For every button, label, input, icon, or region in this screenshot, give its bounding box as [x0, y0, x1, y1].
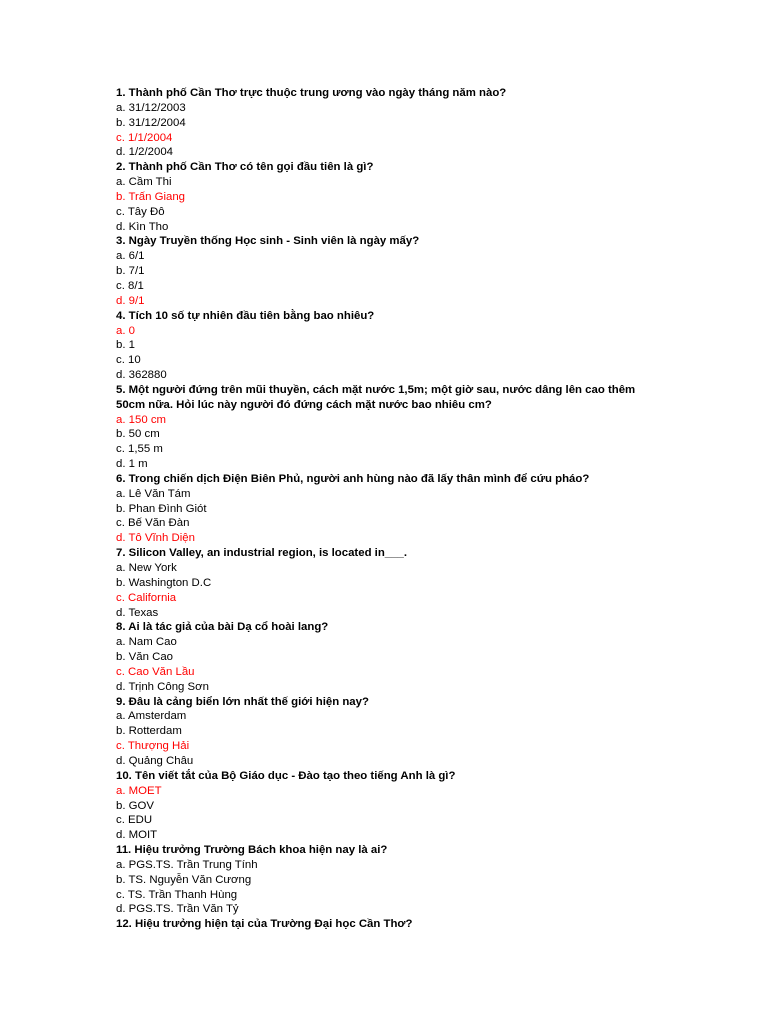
correct-answer-option: c. California	[116, 591, 177, 604]
answer-option: c. Bế Văn Đàn	[116, 517, 190, 530]
answer-option: b. Washington D.C	[116, 576, 212, 589]
answer-option: b. 50 cm	[116, 428, 160, 441]
answer-option: c. 8/1	[116, 279, 144, 292]
quiz-document	[116, 86, 652, 932]
answer-option: a. Cầm Thi	[116, 176, 172, 189]
question-block	[116, 234, 652, 308]
answer-option: b. Rotterdam	[116, 725, 182, 738]
answer-option: d. Kìn Tho	[116, 220, 169, 233]
correct-answer-option: a. MOET	[116, 784, 162, 797]
answer-option: d. 1 m	[116, 458, 148, 471]
question-text: 12. Hiệu trưởng hiện tại của Trường Đại học Cần Thơ?	[116, 918, 413, 931]
answer-option: b. 31/12/2004	[116, 116, 186, 129]
answer-option: b. Phan Đình Giót	[116, 502, 207, 515]
answer-option: b. Văn Cao	[116, 651, 173, 664]
correct-answer-option: b. Trấn Giang	[116, 190, 186, 203]
question-text: 2. Thành phố Cần Thơ có tên gọi đầu tiên là gì?	[116, 161, 374, 174]
question-block	[116, 309, 652, 383]
answer-option: a. New York	[116, 562, 177, 574]
correct-answer-option: c. Cao Văn Lầu	[116, 665, 195, 678]
question-text: 11. Hiệu trưởng Trường Bách khoa hiện nay là ai?	[116, 844, 388, 857]
answer-option: a. Amsterdam	[116, 710, 187, 723]
answer-option: c. 10	[116, 354, 141, 367]
answer-option: c. Tây Đô	[116, 205, 165, 218]
question-block	[116, 383, 652, 472]
question-block	[116, 917, 652, 932]
answer-option: b. TS. Nguyễn Văn Cương	[116, 873, 252, 886]
question-block	[116, 86, 652, 160]
answer-option: a. Nam Cao	[116, 636, 177, 649]
question-block	[116, 695, 652, 769]
question-block	[116, 843, 652, 917]
correct-answer-option: c. Thượng Hải	[116, 740, 190, 753]
answer-option: d. PGS.TS. Trần Văn Tỷ	[116, 903, 239, 916]
correct-answer-option: c. 1/1/2004	[116, 131, 173, 144]
question-block	[116, 160, 652, 234]
question-block	[116, 620, 652, 694]
answer-option: a. 31/12/2003	[116, 101, 186, 114]
answer-option: d. Trịnh Công Sơn	[116, 680, 209, 693]
answer-option: c. 1,55 m	[116, 443, 163, 456]
question-block	[116, 546, 652, 620]
answer-option: d. MOIT	[116, 829, 158, 842]
answer-option: d. Texas	[116, 606, 159, 619]
correct-answer-option: a. 0	[116, 324, 135, 337]
question-block	[116, 769, 652, 843]
question-block	[116, 472, 652, 546]
answer-option: a. Lê Văn Tám	[116, 487, 191, 500]
answer-option: b. GOV	[116, 799, 154, 812]
correct-answer-option: d. 9/1	[116, 294, 145, 307]
answer-option: b. 7/1	[116, 265, 145, 278]
answer-option: d. 362880	[116, 369, 167, 382]
question-text: 9. Đâu là cảng biển lớn nhất thế giới hiện nay?	[116, 695, 369, 708]
answer-option: d. Quảng Châu	[116, 754, 194, 767]
answer-option: a. 6/1	[116, 250, 145, 263]
question-text: 3. Ngày Truyền thống Học sinh - Sinh viên là ngày mấy?	[116, 235, 420, 248]
question-text: 5. Một người đứng trên mũi thuyền, cách mặt nước 1,5m; một giờ sau, nước dâng lên cao thêm 50cm nữa. Hỏi lúc này người đó đứng cách mặt nước bao nhiêu cm?	[116, 383, 636, 411]
question-text: 1. Thành phố Cần Thơ trực thuộc trung ương vào ngày tháng năm nào?	[116, 87, 507, 99]
question-text: 4. Tích 10 số tự nhiên đầu tiên bằng bao nhiêu?	[116, 309, 375, 322]
question-text: 10. Tên viết tắt của Bộ Giáo dục - Đào tạo theo tiếng Anh là gì?	[116, 769, 456, 782]
answer-option: c. EDU	[116, 814, 153, 827]
question-text: 8. Ai là tác giả của bài Dạ cổ hoài lang?	[116, 621, 329, 634]
answer-option: a. PGS.TS. Trần Trung Tính	[116, 858, 258, 871]
correct-answer-option: a. 150 cm	[116, 413, 167, 426]
answer-option: b. 1	[116, 339, 135, 352]
correct-answer-option: d. Tô Vĩnh Diện	[116, 532, 195, 545]
answer-option: d. 1/2/2004	[116, 146, 174, 159]
question-text: 7. Silicon Valley, an industrial region, is located in___.	[116, 547, 407, 560]
answer-option: c. TS. Trần Thanh Hùng	[116, 888, 238, 901]
question-text: 6. Trong chiến dịch Điện Biên Phủ, người anh hùng nào đã lấy thân mình để cứu pháo?	[116, 472, 590, 485]
